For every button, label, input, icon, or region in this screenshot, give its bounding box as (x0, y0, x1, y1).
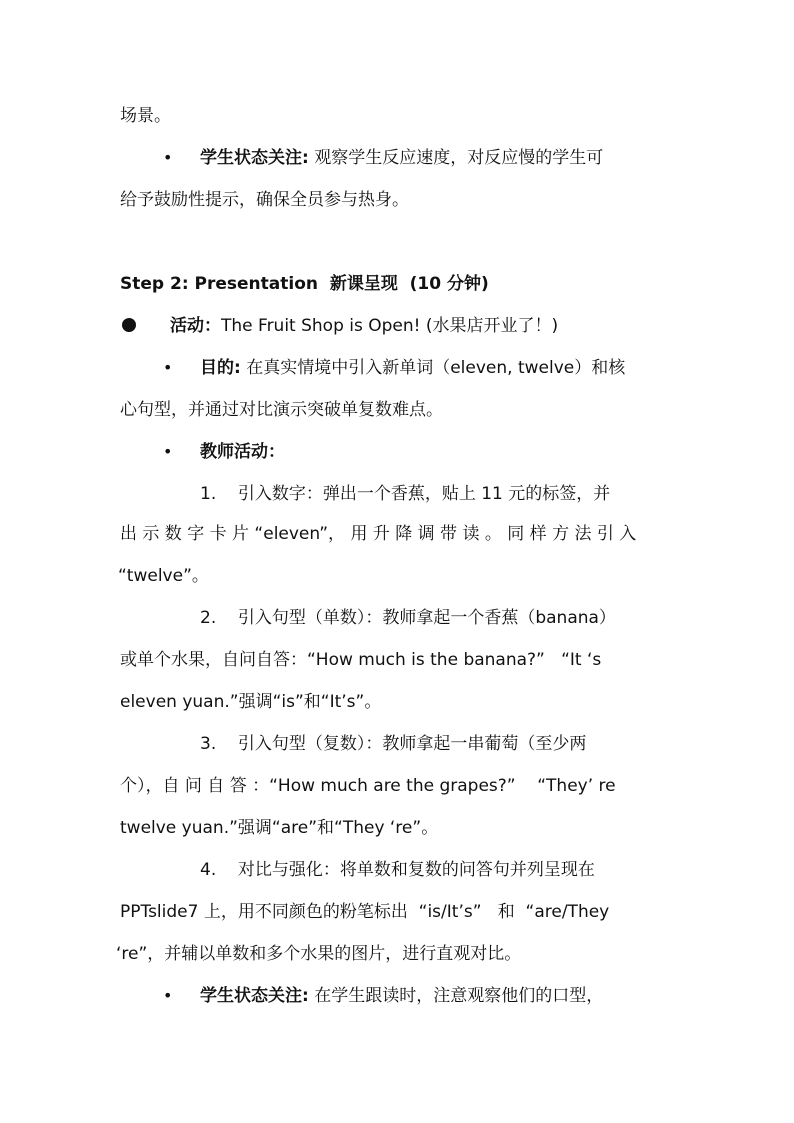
bullet-big-dot (122, 318, 136, 332)
text-line-item4: 4. 对比与强化：将单数和复数的问答句并列呈现在 (200, 860, 595, 880)
label-purpose: 目的: (200, 358, 241, 378)
text-line-item2: 2. 引入句型（单数）：教师拿起一个香蕉（banana） (200, 608, 616, 628)
bullet-dot: • (163, 442, 173, 461)
text-line-14: eleven yuan.”强调“is”和“It’s”。 (120, 692, 382, 712)
text-line-1: 场景。 (120, 106, 171, 126)
label-teacher-activity: 教师活动： (200, 442, 285, 462)
section-heading-step2: Step 2: Presentation 新课呈现 (10 分钟) (120, 274, 489, 294)
text-line-item1: 1. 引入数字：弹出一个香蕉，贴上 11 元的标签，并 (200, 484, 611, 504)
text-student-status: 观察学生反应速度，对反应慢的学生可 (308, 148, 604, 168)
text-line-item3: 3. 引入句型（复数）：教师拿起一串葡萄（至少两 (200, 734, 587, 754)
bullet-dot: • (163, 986, 173, 1005)
text-line-2 (200, 146, 603, 170)
text-line-activity (170, 314, 558, 338)
text-line-3: 给予鼓励性提示，确保全员参与热身。 (120, 190, 409, 210)
bullet-dot: • (163, 358, 173, 377)
text-line-20: ‘re”，并辅以单数和多个水果的图片，进行直观对比。 (116, 944, 522, 964)
text-activity: The Fruit Shop is Open! (水果店开业了！) (221, 316, 559, 336)
text-line-student-status-2 (200, 984, 603, 1008)
label-activity: 活动： (170, 316, 221, 336)
text-line-11: “twelve”。 (118, 566, 209, 586)
text-line-13: 或单个水果，自问自答：“How much is the banana?” “It ‘s (120, 650, 602, 670)
bullet-dot: • (163, 148, 173, 167)
text-line-7: 心句型，并通过对比演示突破单复数难点。 (120, 400, 443, 420)
text-line-17: twelve yuan.”强调“are”和“They ‘re”。 (120, 818, 439, 838)
text-line-19: PPTslide7 上，用不同颜色的粉笔标出 “is/It’s” 和 “are/They (120, 902, 610, 922)
label-student-status: 学生状态关注: (200, 148, 309, 168)
text-line-purpose (200, 356, 625, 380)
text-purpose: 在真实情境中引入新单词（eleven, twelve）和核 (240, 358, 626, 378)
text-line-16: 个），自 问 自 答 ：“How much are the grapes?” “They’ re (120, 776, 616, 796)
label-student-status-2: 学生状态关注: (200, 986, 309, 1006)
text-line-10: 出 示 数 字 卡 片 “eleven”， 用 升 降 调 带 读 。 同 样 方 法 引 入 (120, 524, 637, 544)
text-student-status-2: 在学生跟读时，注意观察他们的口型， (308, 986, 604, 1006)
